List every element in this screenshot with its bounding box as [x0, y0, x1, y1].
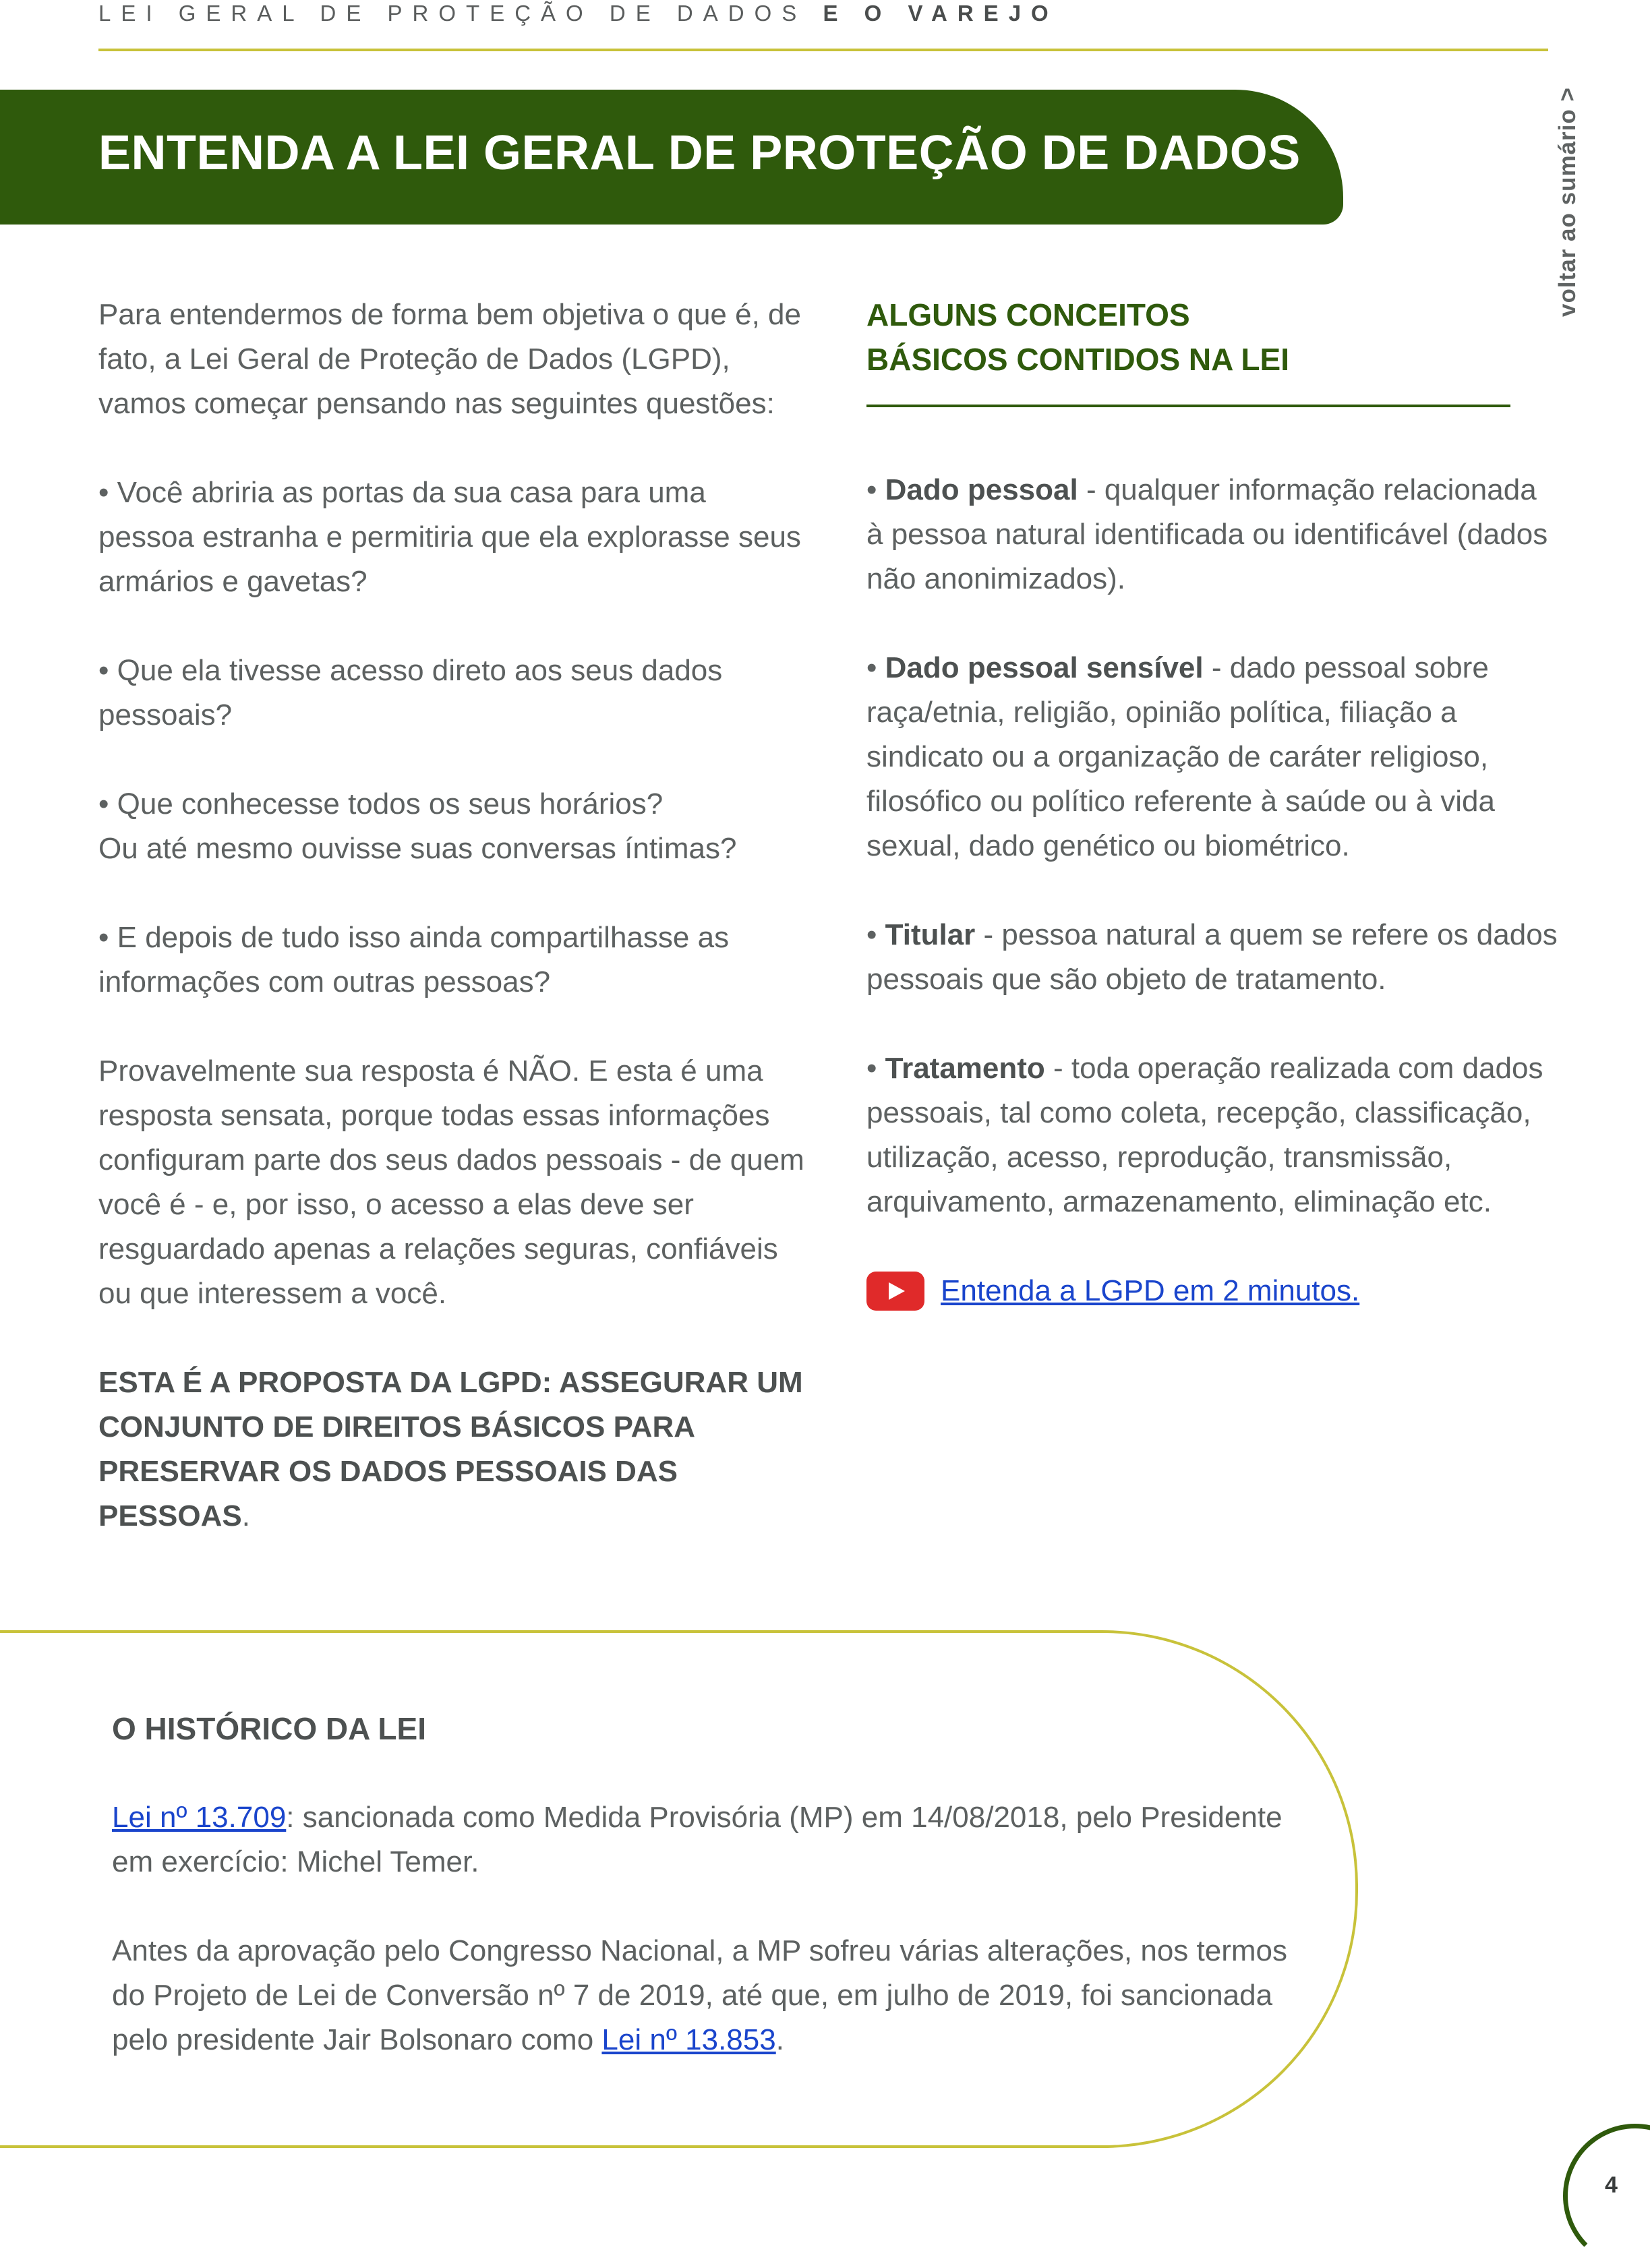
proposal-end: .: [241, 1499, 250, 1532]
page-title: ENTENDA A LEI GERAL DE PROTEÇÃO DE DADOS: [98, 126, 1301, 180]
history-section: [112, 1706, 1326, 2107]
concept-term: Dado pessoal: [885, 473, 1078, 506]
concept-item: [866, 1046, 1561, 1224]
concept-item: [866, 913, 1561, 1002]
intro-paragraph: Para entendermos de forma bem objetiva o que é, de fato, a Lei Geral de Proteção de Dados (LGPD), vamos começar pensando nas seguintes questões:: [98, 298, 801, 420]
history-text: : sancionada como Medida Provisória (MP) em 14/08/2018, pelo Presidente em exercício: Michel Temer.: [112, 1801, 1283, 1878]
concepts-heading-line: ALGUNS CONCEITOS: [866, 297, 1190, 332]
concept-definition: - qualquer informação relacionada à pessoa natural identificada ou identificável (dados não anonimizados).: [866, 473, 1548, 595]
question-item: [98, 782, 806, 871]
answer-paragraph: Provavelmente sua resposta é NÃO. E esta é uma resposta sensata, porque todas essas informações configuram parte dos seus dados pessoais - de quem você é - e, por isso, o acesso a elas deve ser resguardado apenas a relações seguras, confiáveis ou que interessem a você.: [98, 1054, 804, 1310]
concepts-heading-line: BÁSICOS CONTIDOS NA LEI: [866, 342, 1289, 377]
concept-bullet: •: [866, 918, 885, 951]
question-item: • E depois de tudo isso ainda compartilhasse as informações com outras pessoas?: [98, 921, 730, 998]
video-link[interactable]: Entenda a LGPD em 2 minutos.: [941, 1274, 1360, 1307]
proposal-bold: ESTA É A PROPOSTA DA LGPD: ASSEGURAR UM CONJUNTO DE DIREITOS BÁSICOS PARA PRESERVAR OS DADOS PESSOAIS DAS PESSOAS: [98, 1366, 803, 1532]
concept-term: Tratamento: [885, 1052, 1045, 1085]
concept-item: [866, 646, 1561, 868]
question-item: • Que ela tivesse acesso direto aos seus dados pessoais?: [98, 654, 723, 732]
history-heading: O HISTÓRICO DA LEI: [112, 1711, 426, 1746]
concept-bullet: •: [866, 473, 885, 506]
concept-definition: - pessoa natural a quem se refere os dados pessoais que são objeto de tratamento.: [866, 918, 1558, 996]
youtube-play-icon[interactable]: [866, 1272, 924, 1311]
concept-item: [866, 468, 1561, 601]
concept-term: Dado pessoal sensível: [885, 651, 1204, 684]
question-line: • Que conhecesse todos os seus horários?: [98, 787, 664, 820]
question-line: Ou até mesmo ouvisse suas conversas íntimas?: [98, 832, 737, 865]
concept-definition: - dado pessoal sobre raça/etnia, religião, opinião política, filiação a sindicato ou a organização de caráter religioso, filosófico ou político referente à saúde ou à vida sexual, dado genético ou biométrico.: [866, 651, 1495, 862]
header-divider: [98, 49, 1548, 51]
concept-definition: - toda operação realizada com dados pessoais, tal como coleta, recepção, classificação, utilização, acesso, reprodução, transmissão, arquivamento, armazenamento, eliminação etc.: [866, 1052, 1543, 1218]
back-to-summary-link[interactable]: voltar ao sumário >: [1554, 87, 1581, 317]
running-header: [98, 0, 1059, 27]
running-title: LEI GERAL DE PROTEÇÃO DE DADOS: [98, 1, 807, 26]
right-column: [866, 293, 1561, 1313]
proposal-paragraph: [98, 1361, 806, 1539]
concept-term: Titular: [885, 918, 976, 951]
concept-bullet: •: [866, 1052, 885, 1085]
left-column: [98, 293, 806, 1583]
concepts-heading: [866, 293, 1561, 382]
page-number: 4: [1605, 2172, 1618, 2198]
history-paragraph: [112, 1929, 1326, 2062]
running-title-bold: E O VAREJO: [823, 1, 1059, 26]
question-item: • Você abriria as portas da sua casa para uma pessoa estranha e permitiria que ela explorasse seus armários e gavetas?: [98, 476, 801, 598]
concept-bullet: •: [866, 651, 885, 684]
history-text: Antes da aprovação pelo Congresso Nacional, a MP sofreu várias alterações, nos termos do Projeto de Lei de Conversão nº 7 de 2019, até que, em julho de 2019, foi sancionada pelo presidente Jair Bolsonaro como: [112, 1934, 1288, 2056]
law-13709-link[interactable]: Lei nº 13.709: [112, 1801, 287, 1834]
history-paragraph: [112, 1795, 1326, 1884]
video-link-row: [866, 1269, 1561, 1313]
history-end: .: [775, 2023, 784, 2056]
law-13853-link[interactable]: Lei nº 13.853: [601, 2023, 776, 2056]
concepts-divider: [866, 405, 1510, 407]
